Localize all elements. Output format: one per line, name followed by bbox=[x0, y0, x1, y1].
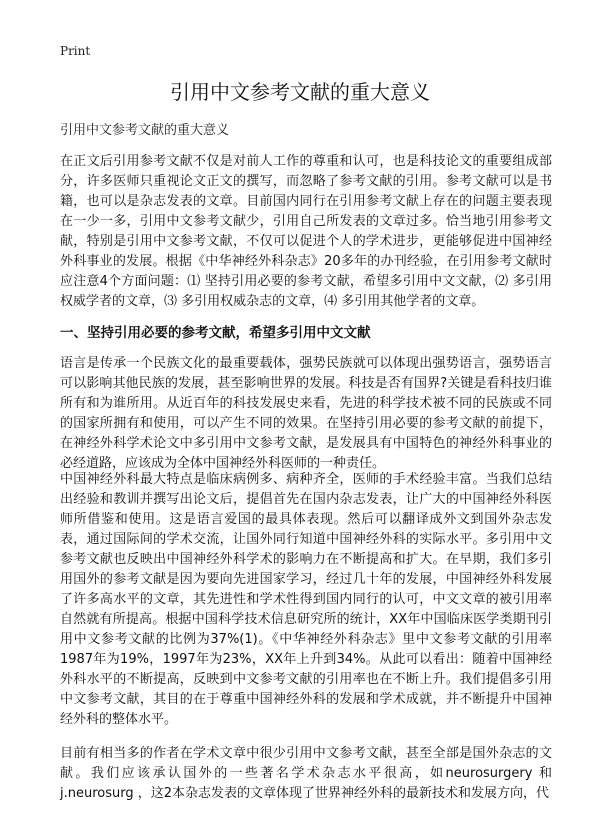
paragraph-text: 目前有相当多的作者在学术文章中很少引用中文参考文献，甚至全部是国外杂志的文献。我们应该承认国外的一些著名学术杂志水平很高，如neurosurgery 和j.neurosurg ，这2本杂志发表的文章体现了世界神经外科的最新技术和发展方向，代 bbox=[60, 746, 552, 801]
document-subtitle: 引用中文参考文献的重大意义 bbox=[60, 123, 230, 138]
intro-section bbox=[60, 152, 552, 312]
page-title: 引用中文参考文献的重大意义 bbox=[170, 80, 430, 104]
print-label[interactable]: Print bbox=[60, 44, 91, 58]
section-paragraph-3 bbox=[60, 744, 552, 804]
intro-paragraph: 在正文后引用参考文献不仅是对前人工作的尊重和认可，也是科技论文的重要组成部分，许多医师只重视论文正文的撰写，而忽略了参考文献的引用。参考文献可以是书籍，也可以是杂志发表的文章。目前国内同行在引用参考文献上存在的问题主要表现在一少一多，引用中文参考文献少，引用自己所发表的文章过多。恰当地引用参考文献，特别是引用中文参考文献，不仅可以促进个人的学术进步，更能够促进中国神经外科事业的发展。根据《中华神经外科杂志》20多年的办刊经验，在引用参考文献时应注意4个方面问题：⑴ 坚持引用必要的参考文献，希望多引用中文文献，⑵ 多引用权威学者的文章，⑶ 多引用权威杂志的文章，⑷ 多引用其他学者的文章。 bbox=[60, 154, 552, 309]
section-paragraph-2 bbox=[60, 470, 552, 730]
section-paragraph-1 bbox=[60, 354, 552, 474]
paragraph-text: 语言是传承一个民族文化的最重要载体，强势民族就可以体现出强势语言，强势语言可以影响其他民族的发展，甚至影响世界的发展。科技是否有国界?关键是看科技归谁所有和为谁所用。从近百年的科技发展史来看，先进的科学技术被不同的民族或不同的国家所拥有和使用，可以产生不同的效果。在坚持引用必要的参考文献的前提下，在神经外科学术论文中多引用中文参考文献，是发展具有中国特色的神经外科事业的必经道路，应该成为全体中国神经外科医师的一种责任。 bbox=[60, 356, 552, 471]
section-heading: 一、坚持引用必要的参考文献，希望多引用中文文献 bbox=[60, 325, 371, 341]
paragraph-text: 中国神经外科最大特点是临床病例多、病种齐全，医师的手术经验丰富。当我们总结出经验和教训并撰写出论文后，提倡首先在国内杂志发表，让广大的中国神经外科医师所借鉴和使用。这是语言爱国的最具体表现。然后可以翻译成外文到国外杂志发表，通过国际间的学术交流，让国外同行知道中国神经外科的实际水平。多引用中文参考文献也反映出中国神经外科学术的影响力在不断提高和扩大。在早期，我们多引用国外的参考文献是因为要向先进国家学习，经过几十年的发展，中国神经外科发展了许多高水平的文章，其先进性和学术性得到国内同行的认可，中文文章的被引用率自然就有所提高。根据中国科学技术信息研究所的统计，XX年中国临床医学类期刊引用中文参考文献的比例为37%(1)。《中华神经外科杂志》里中文参考文献的引用率1987年为19%，1997年为23%，XX年上升到34%。从此可以看出：随着中国神经外科水平的不断提高，反映到中文参考文献的引用率也在不断上升。我们提倡多引用中文参考文献，其目的在于尊重中国神经外科的发展和学术成就，并不断提升中国神经外科的整体水平。 bbox=[60, 472, 552, 727]
